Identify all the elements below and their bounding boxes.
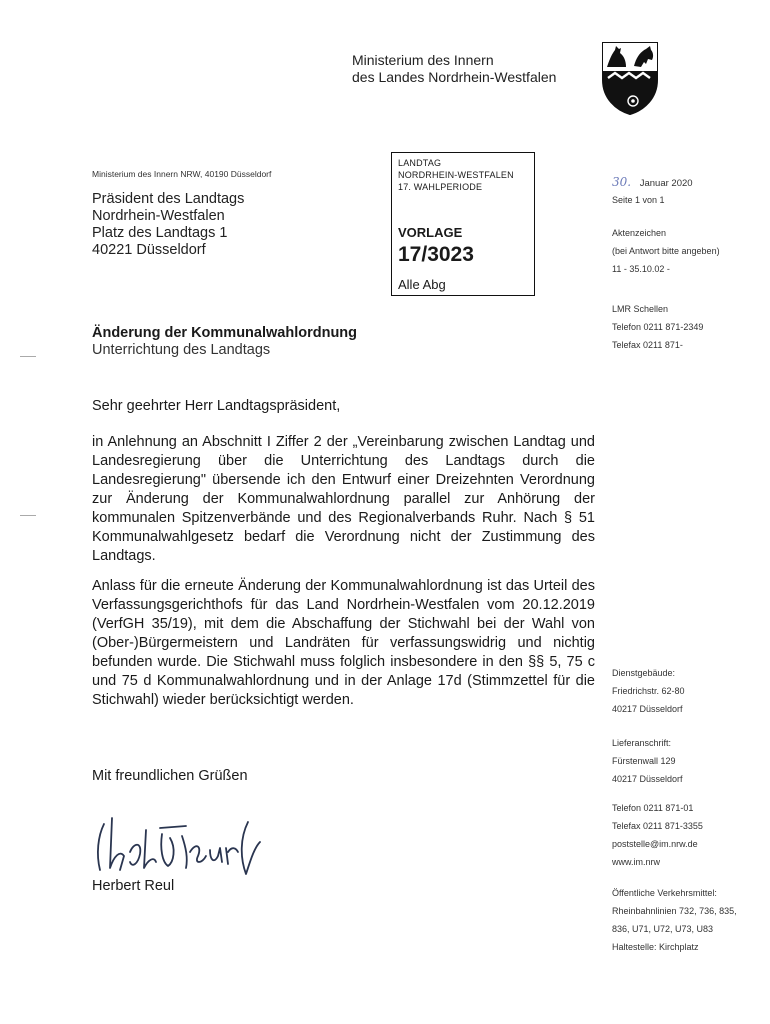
- delivery-line: 40217 Düsseldorf: [612, 774, 683, 784]
- contact-line: Telefon 0211 871-2349: [612, 322, 704, 332]
- stamp-header: [398, 157, 514, 193]
- recipient-address: [92, 191, 244, 259]
- stamp-distribution: Alle Abg: [398, 277, 446, 292]
- reference-block: [612, 224, 720, 278]
- handwritten-day: 30.: [612, 175, 632, 189]
- ministry-name-line1: Ministerium des Innern: [352, 52, 494, 68]
- public-transit-block: [612, 884, 737, 956]
- contact-line: LMR Schellen: [612, 304, 669, 314]
- stamp-line: NORDRHEIN-WESTFALEN: [398, 170, 514, 180]
- recipient-line: Präsident des Landtags: [92, 191, 245, 207]
- ministry-letterhead: [352, 52, 556, 86]
- reference-line: (bei Antwort bitte angeben): [612, 246, 720, 256]
- transit-line: Haltestelle: Kirchplatz: [612, 942, 699, 952]
- date-text: Januar 2020: [639, 178, 693, 189]
- nrw-coat-of-arms-icon: [600, 40, 660, 116]
- body-paragraph: in Anlehnung an Abschnitt I Ziffer 2 der „Vereinbarung zwischen Landtag und Landesregierung über die Unterrichtung des Landtags durch die Landesregierung" übersende ich den Entwurf einer Dreizehnten Verordnung zur Änderung der Kommunalwahlordnung parallel zur Anhörung der kommunalen Spitzenverbände und des Regionalverbands Ruhr. Nach § 51 Kommunalwahlgesetz bedarf die Verordnung nicht der Zustimmung des Landtags.: [92, 434, 595, 564]
- page-count: Seite 1 von 1: [612, 195, 665, 205]
- recipient-line: Nordrhein-Westfalen: [92, 208, 225, 224]
- subject-subtitle: Unterrichtung des Landtags: [92, 342, 271, 358]
- stamp-label: VORLAGE: [398, 225, 463, 240]
- reference-line: 11 - 35.10.02 -: [612, 264, 670, 274]
- contact-line: Telefax 0211 871-: [612, 340, 683, 350]
- contact-block: [612, 300, 703, 354]
- closing: Mit freundlichen Grüßen: [92, 768, 248, 784]
- ministry-name-line2: des Landes Nordrhein-Westfalen: [352, 69, 557, 85]
- landtag-vorlage-stamp: [391, 152, 535, 296]
- fold-mark: [20, 515, 36, 516]
- delivery-line: Fürstenwall 129: [612, 756, 676, 766]
- handwritten-signature: [90, 812, 270, 882]
- stamp-number: 17/3023: [398, 243, 474, 266]
- signer-name: Herbert Reul: [92, 878, 175, 894]
- body-paragraph: Anlass für die erneute Änderung der Kommunalwahlordnung ist das Urteil des Verfassungsgerichthofs für das Land Nordrhein-Westfalen vom 20.12.2019 (VerfGH 35/19), mit dem die Abschaffung der Stichwahl bei der Wahl von (Ober-)Bürgermeistern und Landräten für verfassungswidrig und nichtig befunden wurde. Die Stichwahl muss folglich insbesondere in den §§ 5, 75 c und 75 d Kommunalwahlordnung und in der Anlage 17d (Stimmzettel für die Stichwahl) wieder berücksichtigt werden.: [92, 578, 595, 708]
- transit-line: Rheinbahnlinien 732, 736, 835,: [612, 906, 737, 916]
- salutation: Sehr geehrter Herr Landtagspräsident,: [92, 398, 341, 414]
- reference-line: Aktenzeichen: [612, 228, 667, 238]
- building-line: Dienstgebäude:: [612, 668, 676, 678]
- delivery-line: Lieferanschrift:: [612, 738, 672, 748]
- transit-line: 836, U71, U72, U73, U83: [612, 924, 714, 934]
- building-line: Friedrichstr. 62-80: [612, 686, 685, 696]
- return-address: Ministerium des Innern NRW, 40190 Düsseldorf: [92, 169, 272, 179]
- building-line: 40217 Düsseldorf: [612, 704, 683, 714]
- website-link[interactable]: www.im.nrw: [612, 857, 661, 867]
- letter-date: [612, 175, 693, 189]
- email-link[interactable]: poststelle@im.nrw.de: [612, 839, 698, 849]
- building-address-block: [612, 664, 685, 718]
- delivery-address-block: [612, 734, 683, 788]
- recipient-line: 40221 Düsseldorf: [92, 242, 206, 258]
- stamp-line: LANDTAG: [398, 158, 442, 168]
- subject-title: Änderung der Kommunalwahlordnung: [92, 325, 358, 341]
- subject-block: [92, 325, 357, 359]
- phone-line: Telefon 0211 871-01: [612, 803, 694, 813]
- stamp-line: 17. WAHLPERIODE: [398, 182, 483, 192]
- general-contact-block: [612, 799, 703, 871]
- transit-line: Öffentliche Verkehrsmittel:: [612, 888, 717, 898]
- fax-line: Telefax 0211 871-3355: [612, 821, 703, 831]
- recipient-line: Platz des Landtags 1: [92, 225, 228, 241]
- fold-mark: [20, 356, 36, 357]
